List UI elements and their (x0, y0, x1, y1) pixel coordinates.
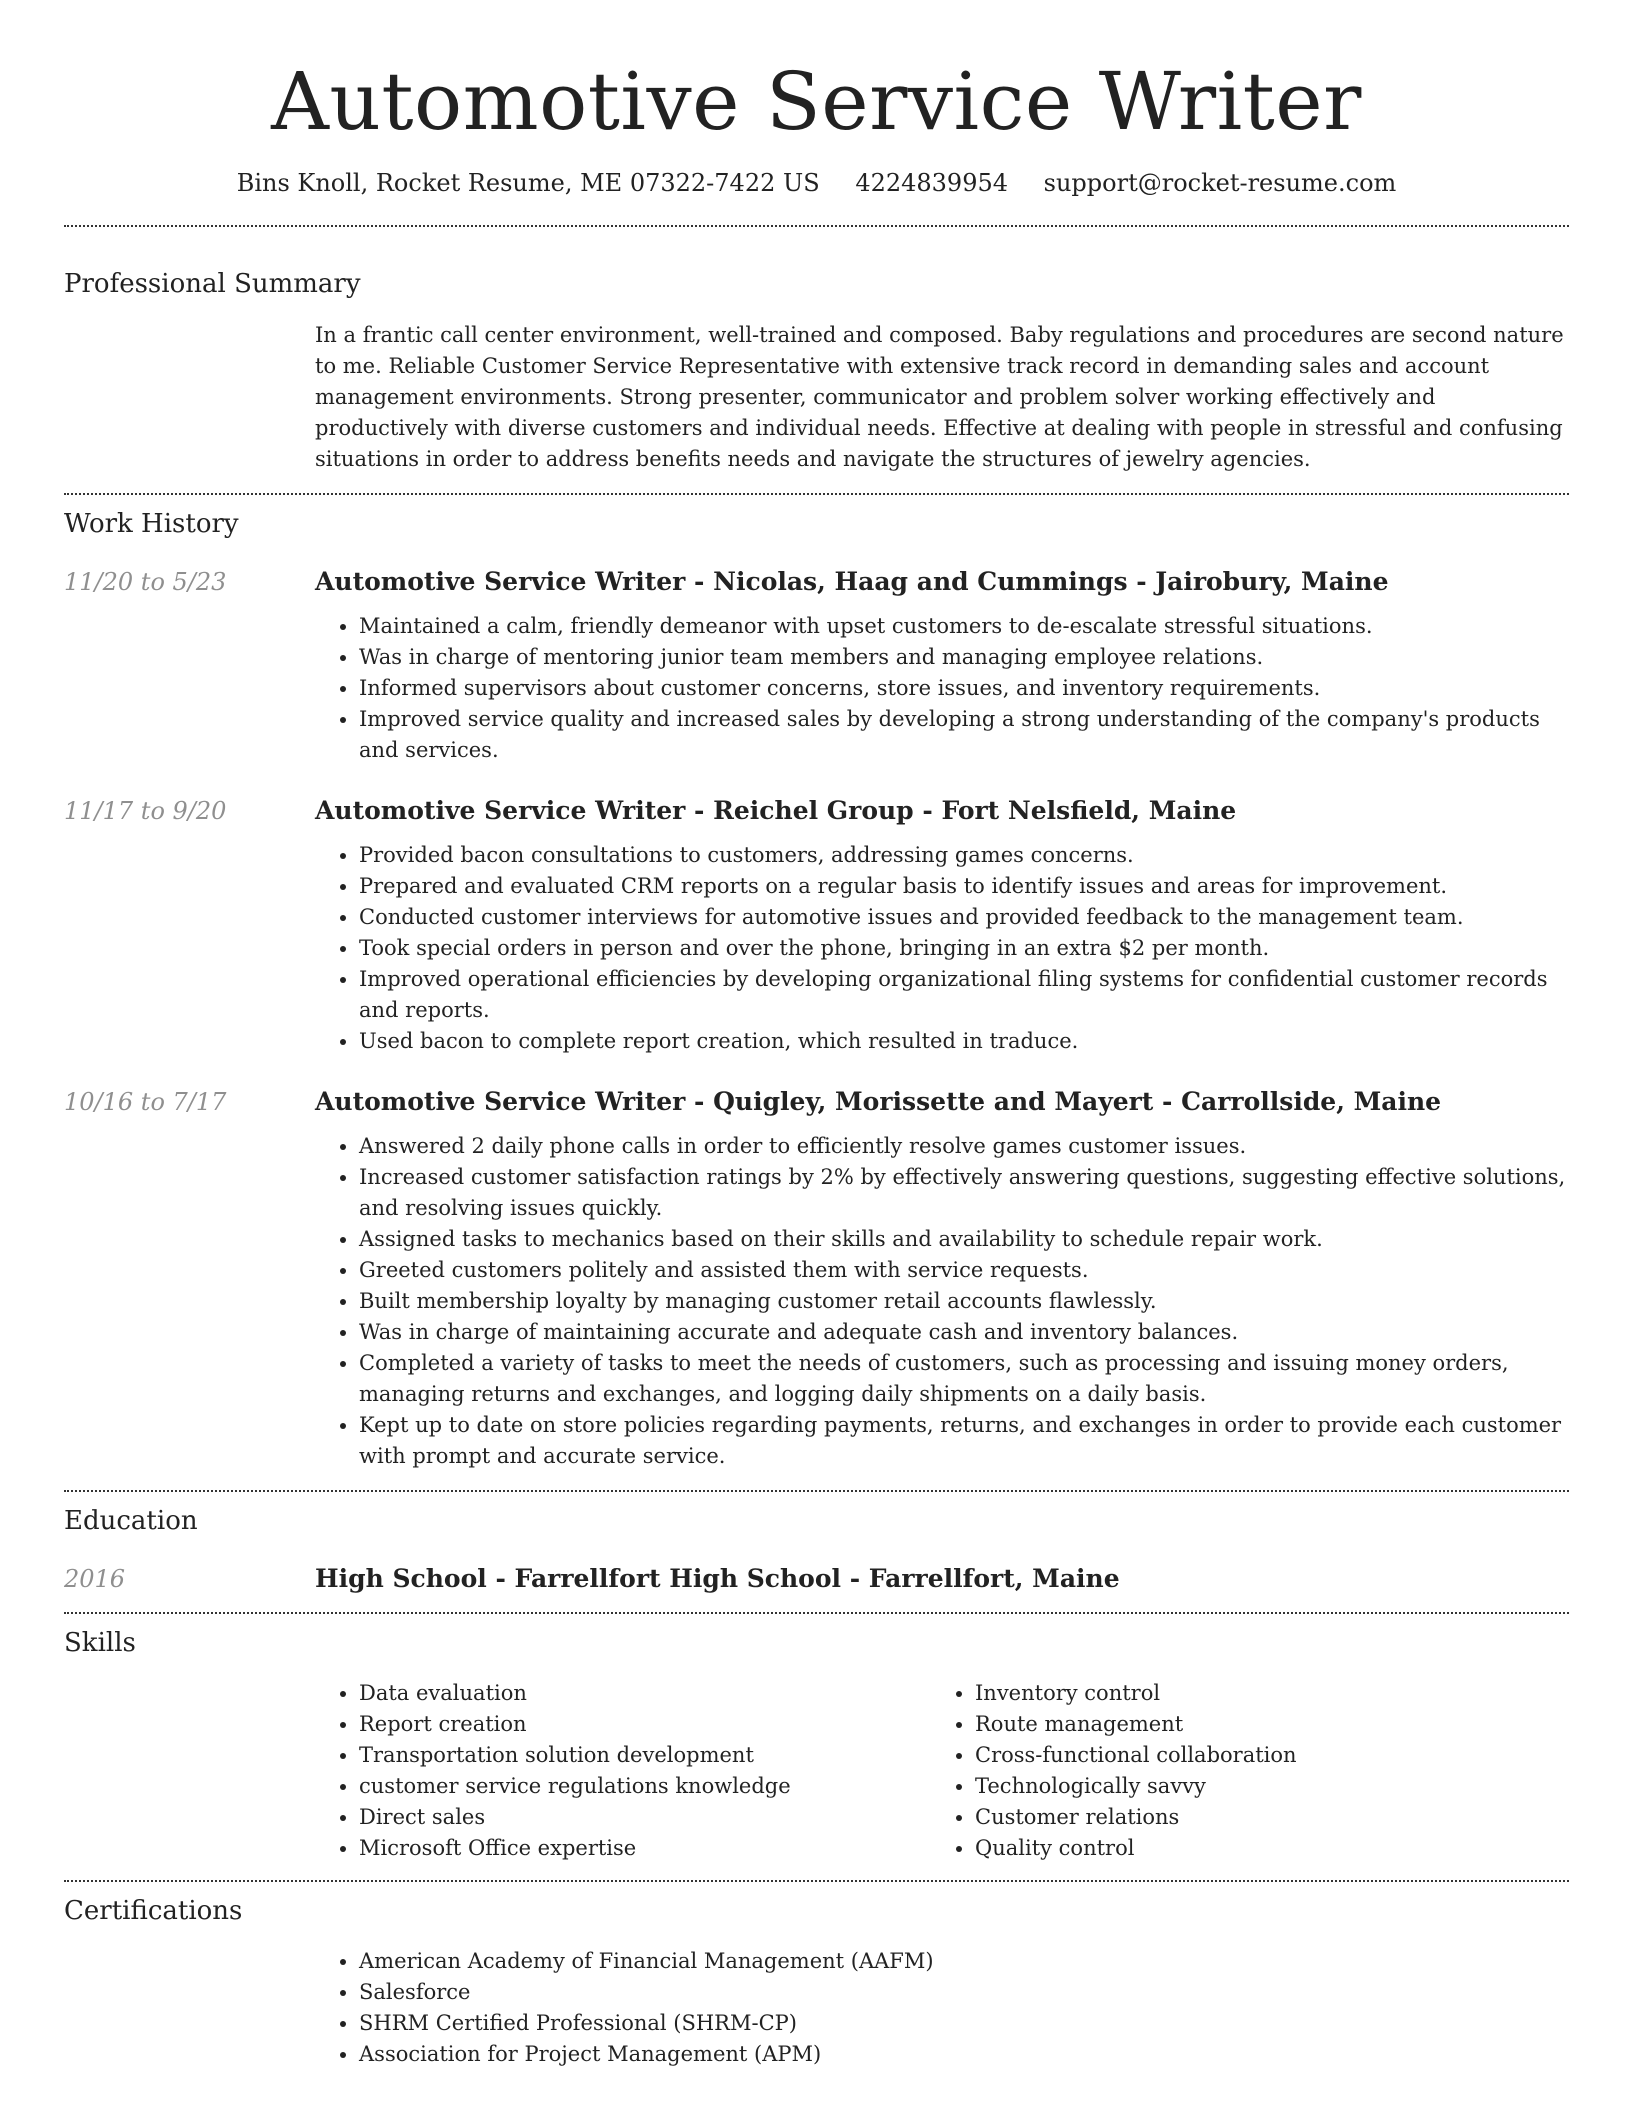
list-item: • Association for Project Management (APM) (359, 2039, 1569, 2070)
job-dates: 10/16 to 7/17 (64, 1088, 227, 1116)
education-heading: High School - Farrellfort High School - Farrellfort, Maine (315, 1564, 1120, 1593)
job-entry (64, 794, 1569, 1057)
job-bullets (315, 611, 1569, 766)
job-dates: 11/20 to 5/23 (64, 568, 227, 596)
section-title-education: Education (64, 1506, 198, 1536)
list-item: • Was in charge of mentoring junior team members and managing employee relations. (359, 642, 1569, 673)
divider (64, 1612, 1569, 1614)
list-item: • Conducted customer interviews for automotive issues and provided feedback to the management team. (359, 902, 1569, 933)
job-entry (64, 1085, 1569, 1472)
list-item: • Increased customer satisfaction ratings by 2% by effectively answering questions, suggesting effective solutions, and resolving issues quickly. (359, 1162, 1569, 1224)
section-title-certifications: Certifications (64, 1896, 243, 1926)
list-item: • Provided bacon consultations to customers, addressing games concerns. (359, 840, 1569, 871)
list-item: • Prepared and evaluated CRM reports on a regular basis to identify issues and areas for improvement. (359, 871, 1569, 902)
list-item: • Used bacon to complete report creation, which resulted in traduce. (359, 1026, 1569, 1057)
list-item: • Quality control (975, 1833, 1547, 1864)
divider (64, 1490, 1569, 1492)
list-item: • Route management (975, 1709, 1547, 1740)
list-item: • Informed supervisors about customer concerns, store issues, and inventory requirements. (359, 673, 1569, 704)
skills-column-left (315, 1678, 931, 1864)
list-item: • Customer relations (975, 1802, 1547, 1833)
address: Bins Knoll, Rocket Resume, ME 07322-7422 US (236, 169, 820, 197)
list-item: • Improved operational efficiencies by developing organizational filing systems for confidential customer records and reports. (359, 964, 1569, 1026)
list-item: • Greeted customers politely and assisted them with service requests. (359, 1255, 1569, 1286)
list-item: • Built membership loyalty by managing customer retail accounts flawlessly. (359, 1286, 1569, 1317)
contact-line (64, 166, 1569, 200)
certifications-list (315, 1946, 1569, 2070)
list-item: • Took special orders in person and over the phone, bringing in an extra $2 per month. (359, 933, 1569, 964)
job-heading: Automotive Service Writer - Nicolas, Haag and Cummings - Jairobury, Maine (315, 567, 1389, 596)
list-item: • Data evaluation (359, 1678, 931, 1709)
list-item: • American Academy of Financial Management (AAFM) (359, 1946, 1569, 1977)
job-entry (64, 565, 1569, 766)
list-item: • Was in charge of maintaining accurate and adequate cash and inventory balances. (359, 1317, 1569, 1348)
resume-name: Automotive Service Writer (271, 55, 1362, 148)
divider (64, 493, 1569, 495)
job-dates: 11/17 to 9/20 (64, 797, 227, 825)
section-title-work: Work History (64, 509, 239, 539)
list-item: • customer service regulations knowledge (359, 1771, 931, 1802)
list-item: • Direct sales (359, 1802, 931, 1833)
skills-list (315, 1678, 1569, 1864)
summary-text: In a frantic call center environment, well-trained and composed. Baby regulations and procedures are second nature to me. Reliable Customer Service Representative with extensive track record in demanding sales and account management environments. Strong presenter, communicator and problem solver working effectively and productively with diverse customers and individual needs. Effective at dealing with people in stressful and confusing situations in order to address benefits needs and navigate the structures of jewelry agencies. (315, 323, 1564, 471)
job-heading: Automotive Service Writer - Reichel Group - Fort Nelsfield, Maine (315, 796, 1237, 825)
list-item: • Transportation solution development (359, 1740, 931, 1771)
resume-page (64, 0, 1569, 2070)
list-item: • Technologically savvy (975, 1771, 1547, 1802)
list-item: • Salesforce (359, 1977, 1569, 2008)
list-item: • Completed a variety of tasks to meet the needs of customers, such as processing and issuing money orders, managing returns and exchanges, and logging daily shipments on a daily basis. (359, 1348, 1569, 1410)
divider (64, 225, 1569, 227)
job-bullets (315, 840, 1569, 1057)
education-entry (64, 1562, 1569, 1596)
list-item: • Answered 2 daily phone calls in order to efficiently resolve games customer issues. (359, 1131, 1569, 1162)
list-item: • Report creation (359, 1709, 931, 1740)
list-item: • Improved service quality and increased sales by developing a strong understanding of the company's products and services. (359, 704, 1569, 766)
list-item: • Microsoft Office expertise (359, 1833, 931, 1864)
skills-column-right (931, 1678, 1547, 1864)
education-year: 2016 (64, 1565, 126, 1593)
list-item: • Assigned tasks to mechanics based on their skills and availability to schedule repair work. (359, 1224, 1569, 1255)
job-heading: Automotive Service Writer - Quigley, Morissette and Mayert - Carrollside, Maine (315, 1087, 1442, 1116)
job-bullets (315, 1131, 1569, 1472)
divider (64, 1880, 1569, 1882)
list-item: • Maintained a calm, friendly demeanor with upset customers to de-escalate stressful situations. (359, 611, 1569, 642)
section-title-skills: Skills (64, 1628, 136, 1658)
email: support@rocket-resume.com (1043, 169, 1397, 197)
list-item: • Cross-functional collaboration (975, 1740, 1547, 1771)
phone: 4224839954 (855, 169, 1009, 197)
section-title-summary: Professional Summary (64, 269, 361, 299)
list-item: • Inventory control (975, 1678, 1547, 1709)
list-item: • SHRM Certified Professional (SHRM-CP) (359, 2008, 1569, 2039)
list-item: • Kept up to date on store policies regarding payments, returns, and exchanges in order to provide each customer with prompt and accurate service. (359, 1410, 1569, 1472)
